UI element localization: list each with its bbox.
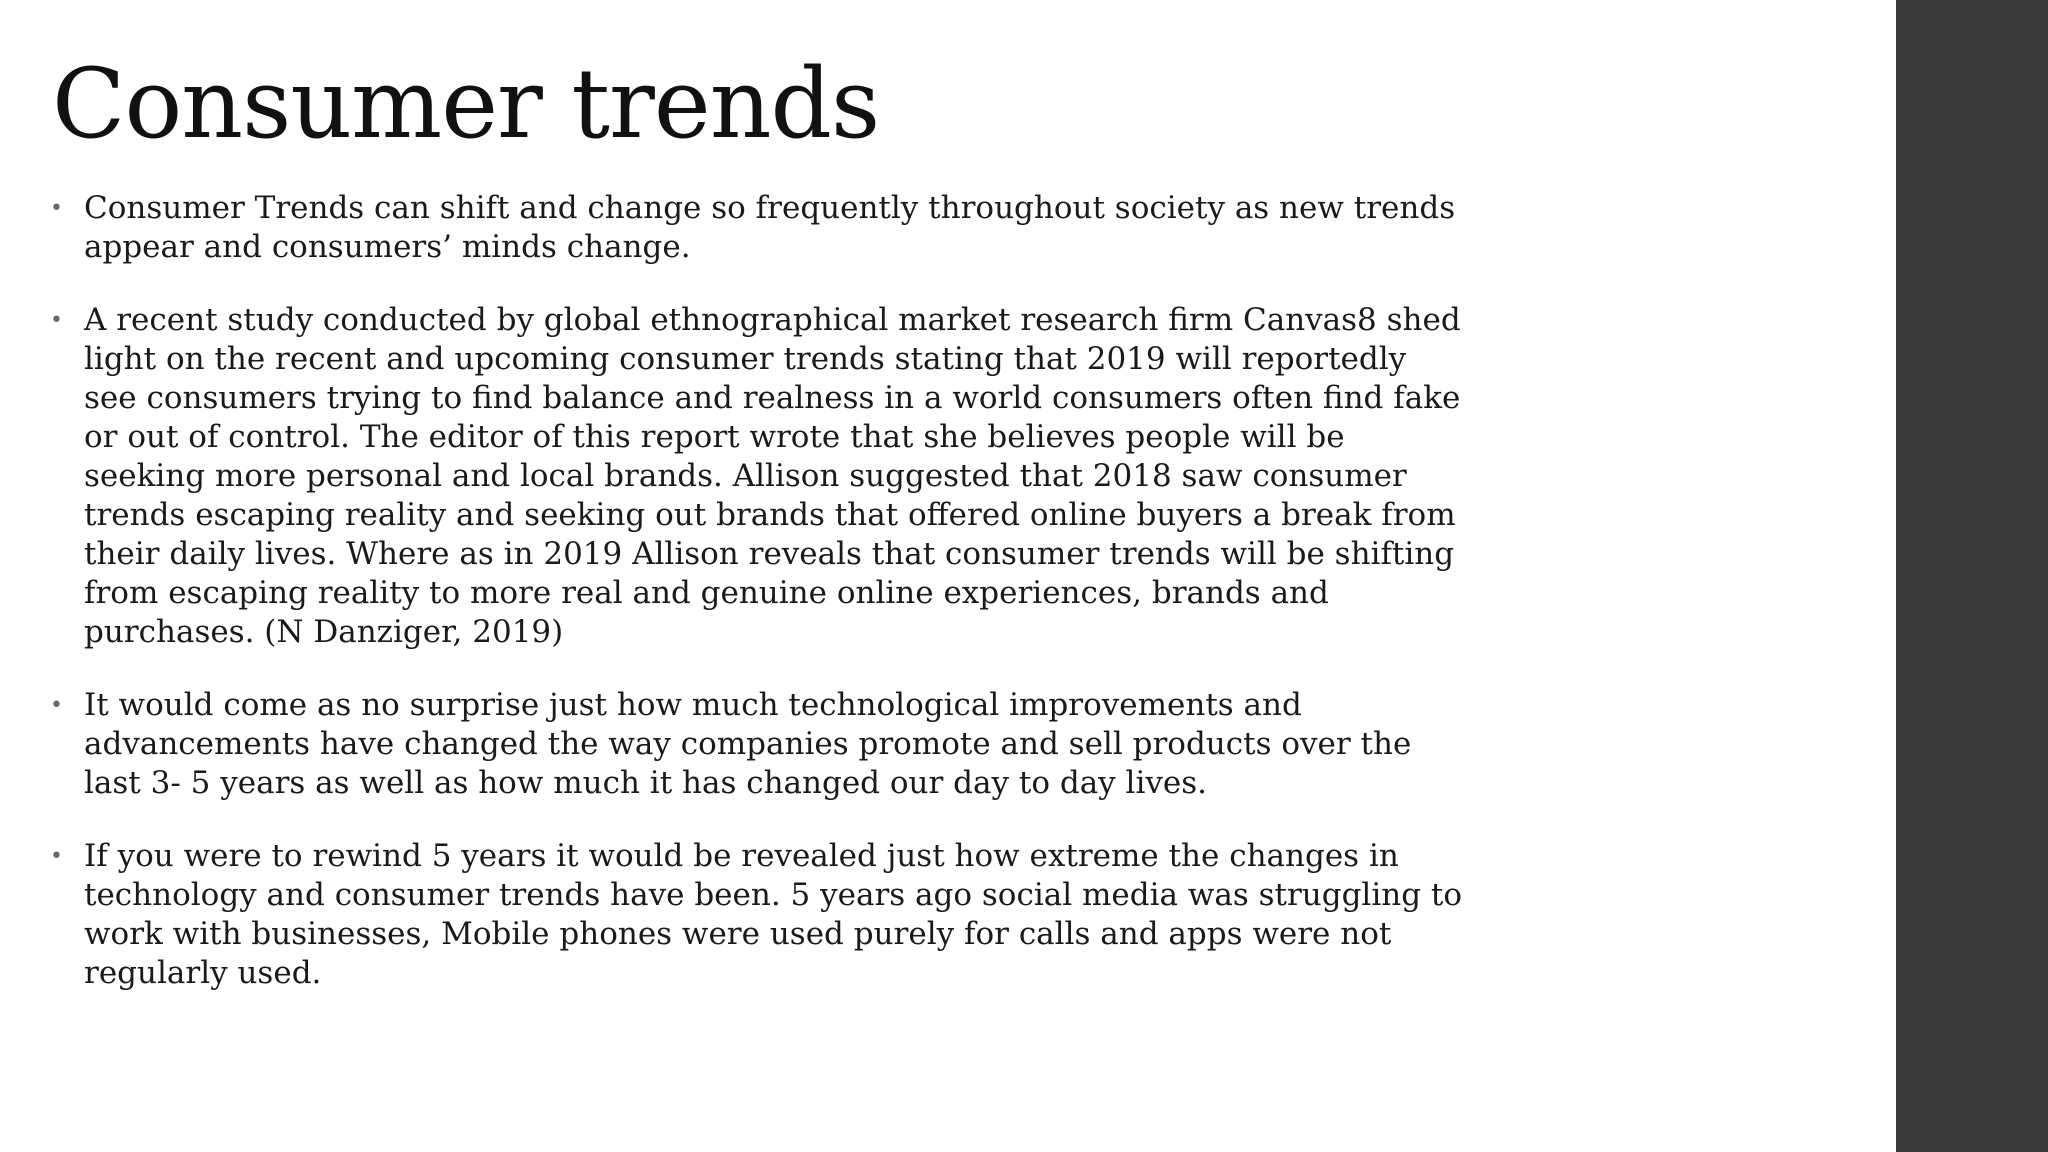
side-band <box>1896 0 2048 1152</box>
bullet-item <box>46 837 1466 993</box>
slide-title: Consumer trends <box>52 48 880 160</box>
bullet-dot-icon: • <box>50 308 63 333</box>
bullet-dot-icon: • <box>50 196 63 221</box>
bullet-item <box>46 686 1466 803</box>
bullet-item <box>46 189 1466 267</box>
bullet-text: Consumer Trends can shift and change so frequently throughout society as new trends appear and consumers’ minds change. <box>84 190 1456 265</box>
bullet-item <box>46 301 1466 652</box>
bullet-dot-icon: • <box>50 844 63 869</box>
bullet-dot-icon: • <box>50 693 63 718</box>
bullet-list <box>46 189 1466 1027</box>
bullet-text: A recent study conducted by global ethnographical market research firm Canvas8 shed light on the recent and upcoming consumer trends stating that 2019 will reportedly see consumers trying to find balance and realness in a world consumers often find fake or out of control. The editor of this report wrote that she believes people will be seeking more personal and local brands. Allison suggested that 2018 saw consumer trends escaping reality and seeking out brands that offered online buyers a break from their daily lives. Where as in 2019 Allison reveals that consumer trends will be shifting from escaping reality to more real and genuine online experiences, brands and purchases. (N Danziger, 2019) <box>84 302 1461 650</box>
bullet-text: It would come as no surprise just how much technological improvements and advancements have changed the way companies promote and sell products over the last 3- 5 years as well as how much it has changed our day to day lives. <box>84 687 1412 801</box>
bullet-text: If you were to rewind 5 years it would be revealed just how extreme the changes in technology and consumer trends have been. 5 years ago social media was struggling to work with businesses, Mobile phones were used purely for calls and apps were not regularly used. <box>84 838 1463 991</box>
